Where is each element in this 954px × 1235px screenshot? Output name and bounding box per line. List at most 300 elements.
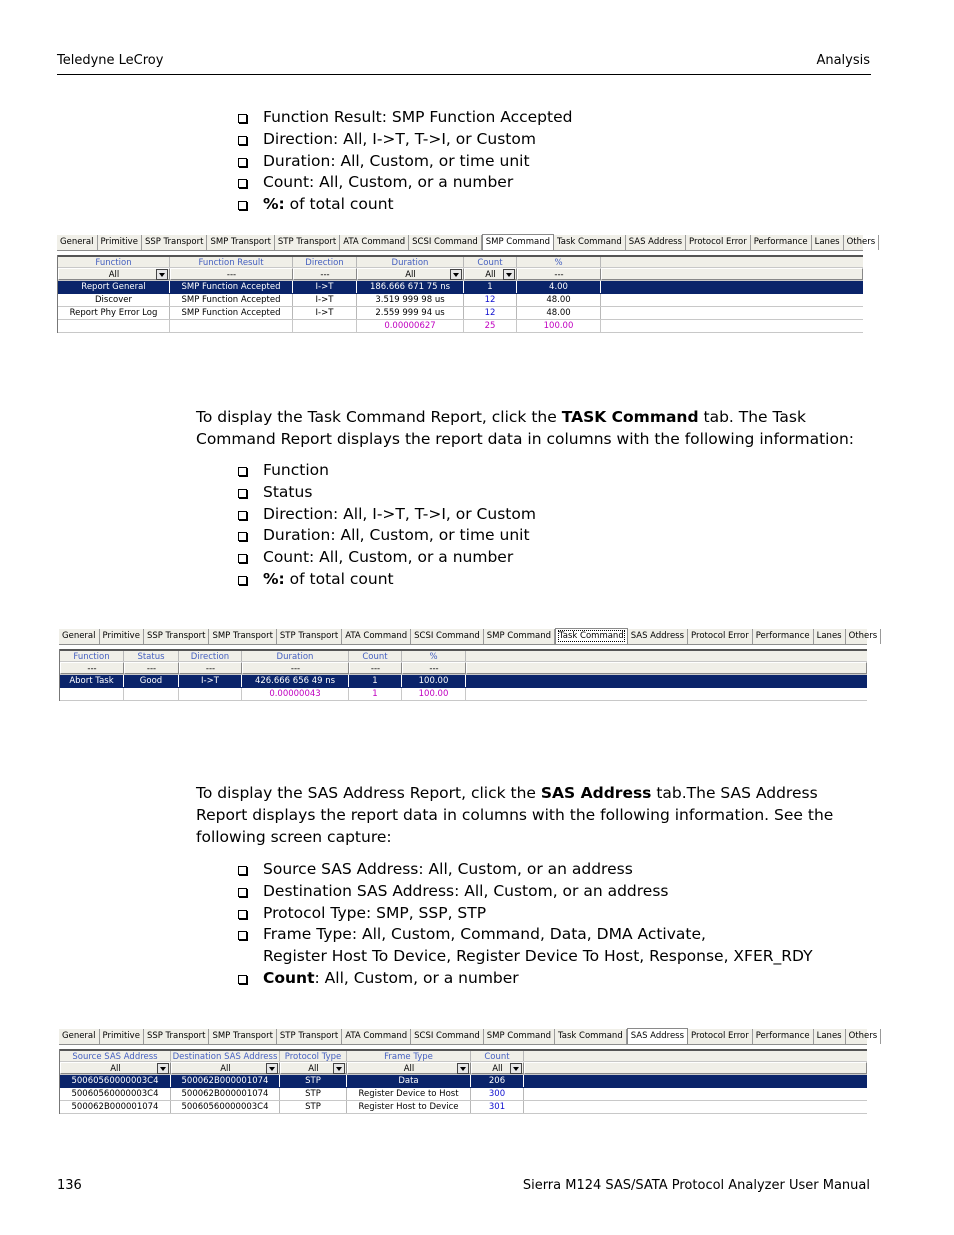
empty-cell xyxy=(524,1062,867,1074)
bullet-text xyxy=(263,482,312,504)
cell-text: --- xyxy=(370,664,381,674)
tab-label: STP Transport xyxy=(277,237,337,247)
protocol-type-cell xyxy=(280,1062,347,1074)
tab-ata-command[interactable] xyxy=(342,629,411,644)
cell-text: 500062B000001074 xyxy=(181,1089,269,1099)
bullet-body: Count: All, Custom, or a number xyxy=(263,548,514,567)
totals-row[interactable] xyxy=(58,320,863,333)
direction-cell xyxy=(179,675,242,687)
tab-label: Task Command xyxy=(557,1031,623,1041)
tab-label: SMP Command xyxy=(486,1031,551,1041)
header-rule xyxy=(57,74,871,75)
column-header-row xyxy=(60,1049,867,1062)
frame-type-cell xyxy=(347,1062,471,1074)
cell-text: I->T xyxy=(315,282,334,292)
bullet-item xyxy=(237,194,572,216)
filter-row[interactable] xyxy=(58,268,863,281)
cell-text: Status xyxy=(137,652,165,662)
cell-text: 48.00 xyxy=(546,295,571,305)
tab-smp-command[interactable] xyxy=(484,1029,555,1044)
tab-general[interactable] xyxy=(59,629,100,644)
bullet-item xyxy=(237,151,572,173)
table-row[interactable] xyxy=(60,1101,867,1114)
cell-text: Count xyxy=(484,1052,510,1062)
checkbox-bullet-icon xyxy=(237,129,263,151)
bullet-item xyxy=(237,859,813,881)
tab-label: Protocol Error xyxy=(689,237,747,247)
bullet-text xyxy=(263,881,668,903)
cell-text: 300 xyxy=(488,1089,506,1099)
bullet-body: Destination SAS Address: All, Custom, or an address xyxy=(263,881,669,900)
bullet-text xyxy=(263,129,536,151)
tab-label: Performance xyxy=(753,237,808,247)
function-cell xyxy=(58,268,170,280)
frame-type-cell xyxy=(347,1051,471,1061)
checkbox-bullet-icon xyxy=(237,881,263,903)
duration-cell xyxy=(357,307,464,319)
empty-cell xyxy=(524,1075,867,1087)
tab-lanes[interactable] xyxy=(814,1029,846,1044)
bullet-item xyxy=(237,129,572,151)
tab-protocol-error[interactable] xyxy=(686,235,751,250)
task-command-paragraph: To display the Task Command Report, click the TASK Command tab. The Task Command Report displays the report data in columns with the following information: xyxy=(196,408,854,448)
bullet-bold-term: Count xyxy=(263,968,315,987)
tab-label: SCSI Command xyxy=(414,631,480,641)
tab-label: Primitive xyxy=(102,1031,140,1041)
smp-report-grid xyxy=(57,255,863,333)
checkbox-bullet-icon xyxy=(237,194,263,216)
empty-cell xyxy=(601,268,863,280)
direction-cell xyxy=(293,268,357,280)
cell-text: Data xyxy=(398,1076,419,1086)
bullet-body: Status xyxy=(263,482,313,501)
cell-text: 1 xyxy=(372,689,378,699)
task-bullet-list xyxy=(237,460,536,591)
table-row[interactable] xyxy=(60,675,867,688)
cell-text: Direction xyxy=(190,652,230,662)
percent-cell xyxy=(517,307,601,319)
tab-label: General xyxy=(60,237,94,247)
cell-text: 4.00 xyxy=(549,282,568,292)
table-row[interactable] xyxy=(58,307,863,320)
frame-type-cell xyxy=(347,1075,471,1087)
direction-cell xyxy=(293,307,357,319)
tab-label: Performance xyxy=(755,631,810,641)
filter-row[interactable] xyxy=(60,1062,867,1075)
tab-label: Protocol Error xyxy=(691,631,749,641)
duration-cell xyxy=(357,294,464,306)
cell-text: All xyxy=(108,270,120,280)
bullet-text xyxy=(263,525,530,547)
tab-label: Protocol Error xyxy=(691,1031,749,1041)
cell-text: I->T xyxy=(315,308,334,318)
tab-task-command[interactable] xyxy=(555,628,628,644)
tab-label: Performance xyxy=(755,1031,810,1041)
destination-sas-address-cell xyxy=(171,1075,280,1087)
bullet-item xyxy=(237,482,536,504)
table-row[interactable] xyxy=(58,281,863,294)
tab-sas-address[interactable] xyxy=(628,629,688,644)
duration-cell xyxy=(357,268,464,280)
tab-others[interactable] xyxy=(846,1029,882,1044)
count-cell xyxy=(471,1051,524,1061)
cell-text: Abort Task xyxy=(69,676,114,686)
bullet-text xyxy=(263,946,813,968)
function-result-cell xyxy=(170,268,293,280)
tab-label: SAS Address xyxy=(630,1031,685,1041)
count-cell xyxy=(349,662,402,674)
tab-label: ATA Command xyxy=(345,1031,408,1041)
count-cell xyxy=(349,688,402,700)
tab-lanes[interactable] xyxy=(814,629,846,644)
table-row[interactable] xyxy=(60,1075,867,1088)
bullet-bold-term: %: xyxy=(263,195,285,214)
duration-cell xyxy=(242,651,349,661)
tab-label: Task Command xyxy=(556,237,622,247)
cell-text: I->T xyxy=(201,676,219,686)
filter-row[interactable] xyxy=(60,662,867,675)
checkbox-bullet-icon xyxy=(237,504,263,526)
smp-bullet-list xyxy=(237,107,572,216)
protocol-type-cell xyxy=(280,1075,347,1087)
checkbox-bullet-icon xyxy=(237,482,263,504)
bullet-body: Direction: All, I->T, T->I, or Custom xyxy=(263,129,536,148)
tab-label: SSP Transport xyxy=(146,1031,206,1041)
duration-cell xyxy=(242,688,349,700)
bullet-body: Source SAS Address: All, Custom, or an address xyxy=(263,860,633,878)
checkbox-bullet-icon xyxy=(237,151,263,173)
tab-ssp-transport[interactable] xyxy=(144,629,210,644)
bullet-body: Count: All, Custom, or a number xyxy=(263,173,514,192)
checkbox-bullet-icon xyxy=(237,525,263,547)
protocol-type-cell xyxy=(280,1088,347,1100)
tab-label: Others xyxy=(848,631,878,641)
bullet-text xyxy=(263,460,329,482)
function-cell xyxy=(60,651,124,661)
bullet-text xyxy=(263,194,394,216)
cell-text: --- xyxy=(146,664,157,674)
cell-text: 0.00000043 xyxy=(269,689,321,699)
cell-text: Discover xyxy=(95,295,132,305)
cell-text: 100.00 xyxy=(418,689,449,699)
status-cell xyxy=(124,688,179,700)
status-cell xyxy=(124,662,179,674)
empty-cell xyxy=(601,294,863,306)
count-cell xyxy=(464,281,517,293)
bullet-body: Duration: All, Custom, or time unit xyxy=(263,526,530,545)
tab-label: General xyxy=(62,631,96,641)
tab-smp-command[interactable] xyxy=(482,234,554,250)
empty-cell xyxy=(466,651,867,661)
tab-stp-transport[interactable] xyxy=(275,235,340,250)
cell-text: Destination SAS Address xyxy=(172,1052,278,1062)
cell-text: 1 xyxy=(487,282,493,292)
sas-address-paragraph: To display the SAS Address Report, click the SAS Address tab.The SAS Address Report displays the report data in columns with the following information. See the following screen capture: xyxy=(196,784,834,846)
footer-title: Sierra M124 SAS/SATA Protocol Analyzer User Manual xyxy=(522,1178,870,1193)
count-cell xyxy=(471,1062,524,1074)
checkbox-bullet-icon xyxy=(237,107,263,129)
tab-label: Others xyxy=(848,1031,878,1041)
cell-text: 50060560000003C4 xyxy=(71,1076,159,1086)
tab-label: SMP Transport xyxy=(212,1031,273,1041)
page-header-left: Teledyne LeCroy xyxy=(57,53,164,68)
cell-text: Register Device to Host xyxy=(358,1089,459,1099)
tab-general[interactable] xyxy=(57,235,98,250)
bullet-item xyxy=(237,569,536,591)
status-cell xyxy=(124,675,179,687)
percent-cell xyxy=(517,294,601,306)
percent-cell xyxy=(402,651,466,661)
tab-protocol-error[interactable] xyxy=(688,1029,753,1044)
tab-scsi-command[interactable] xyxy=(411,629,484,644)
bullet-item xyxy=(237,903,813,925)
status-cell xyxy=(124,651,179,661)
bullet-item xyxy=(237,107,572,129)
tab-sas-address[interactable] xyxy=(626,235,686,250)
tab-others[interactable] xyxy=(844,235,880,250)
tab-others[interactable] xyxy=(846,629,882,644)
page-number: 136 xyxy=(57,1178,82,1193)
checkbox-bullet-icon xyxy=(237,903,263,925)
tab-label: STP Transport xyxy=(279,631,339,641)
cell-text: % xyxy=(429,652,438,662)
bullet-body: of total count xyxy=(284,569,394,588)
cell-text: All xyxy=(492,1064,503,1074)
cell-text: 50060560000003C4 xyxy=(71,1089,159,1099)
bullet-item xyxy=(237,547,536,569)
tab-task-command[interactable] xyxy=(555,1029,627,1044)
source-sas-address-cell xyxy=(60,1062,171,1074)
cell-text: Function xyxy=(73,652,110,662)
tab-primitive[interactable] xyxy=(98,235,142,250)
tab-label: Primitive xyxy=(102,631,140,641)
page-header-right: Analysis xyxy=(816,53,870,68)
duration-cell xyxy=(357,320,464,332)
bullet-text xyxy=(263,924,706,946)
percent-cell xyxy=(517,268,601,280)
bullet-item xyxy=(237,968,813,990)
table-row[interactable] xyxy=(58,294,863,307)
tab-label: SCSI Command xyxy=(412,237,478,247)
tab-smp-transport[interactable] xyxy=(209,629,276,644)
cell-text: 1 xyxy=(372,676,378,686)
function-result-cell xyxy=(170,294,293,306)
count-cell xyxy=(464,320,517,332)
dropdown-arrow-icon[interactable] xyxy=(333,1063,345,1074)
tab-ssp-transport[interactable] xyxy=(142,235,208,250)
destination-sas-address-cell xyxy=(171,1088,280,1100)
cell-text: Register Host to Device xyxy=(358,1102,459,1112)
cell-text: --- xyxy=(429,664,439,674)
tab-protocol-error[interactable] xyxy=(688,629,753,644)
tab-smp-command[interactable] xyxy=(484,629,555,644)
duration-cell xyxy=(357,257,464,267)
cell-text: SMP Function Accepted xyxy=(181,282,281,292)
destination-sas-address-cell xyxy=(171,1062,280,1074)
tab-ata-command[interactable] xyxy=(340,235,409,250)
source-sas-address-cell xyxy=(60,1101,171,1113)
cell-text: 500062B000001074 xyxy=(71,1102,159,1112)
sas-report-grid xyxy=(59,1049,867,1114)
bullet-body: of total count xyxy=(284,195,394,214)
tab-label: Primitive xyxy=(100,237,138,247)
cell-text: 301 xyxy=(488,1102,506,1112)
bullet-body: Direction: All, I->T, T->I, or Custom xyxy=(263,504,536,523)
percent-cell xyxy=(402,688,466,700)
tab-lanes[interactable] xyxy=(812,235,844,250)
count-cell xyxy=(464,257,517,267)
bullet-text xyxy=(263,547,513,569)
bullet-item xyxy=(237,525,536,547)
cell-text: 12 xyxy=(484,308,496,318)
cell-text: Direction xyxy=(305,258,344,268)
direction-cell xyxy=(293,281,357,293)
bullet-item xyxy=(237,504,536,526)
tab-label: STP Transport xyxy=(279,1031,339,1041)
cell-text: STP xyxy=(305,1089,321,1099)
bullet-text xyxy=(263,903,486,925)
tab-primitive[interactable] xyxy=(100,629,144,644)
function-result-cell xyxy=(170,320,293,332)
tab-general[interactable] xyxy=(59,1029,100,1044)
tab-label: ATA Command xyxy=(343,237,406,247)
dropdown-arrow-icon[interactable] xyxy=(503,269,515,280)
function-cell xyxy=(58,320,170,332)
cell-text: SMP Function Accepted xyxy=(181,308,281,318)
tab-ata-command[interactable] xyxy=(342,1029,411,1044)
tab-stp-transport[interactable] xyxy=(277,629,342,644)
function-cell xyxy=(60,662,124,674)
cell-text: --- xyxy=(290,664,301,674)
sas-address-report-screenshot xyxy=(59,1029,878,1121)
cell-text: --- xyxy=(320,270,330,280)
dropdown-arrow-icon[interactable] xyxy=(457,1063,469,1074)
direction-cell xyxy=(179,651,242,661)
count-cell xyxy=(464,307,517,319)
tab-label: General xyxy=(62,1031,96,1041)
tab-primitive[interactable] xyxy=(100,1029,144,1044)
cell-text: 48.00 xyxy=(546,308,571,318)
direction-cell xyxy=(293,257,357,267)
cell-text: 206 xyxy=(488,1076,506,1086)
tab-label: SSP Transport xyxy=(144,237,204,247)
bullet-body: Register Host To Device, Register Device To Host, Response, XFER_RDY xyxy=(263,947,813,966)
empty-cell xyxy=(466,675,867,687)
cell-text: 100.00 xyxy=(418,676,449,686)
function-cell xyxy=(58,281,170,293)
dropdown-arrow-icon[interactable] xyxy=(156,269,168,280)
tab-scsi-command[interactable] xyxy=(409,235,482,250)
checkbox-bullet-icon xyxy=(237,924,263,946)
tab-label: Lanes xyxy=(816,1031,842,1041)
bullet-body: Duration: All, Custom, or time unit xyxy=(263,151,530,170)
cell-text: SMP Function Accepted xyxy=(181,295,281,305)
bullet-text xyxy=(263,151,530,173)
table-row[interactable] xyxy=(60,1088,867,1101)
bullet-item xyxy=(237,881,813,903)
percent-cell xyxy=(517,257,601,267)
cell-text: 186.666 671 75 ns xyxy=(369,282,451,292)
cell-text: STP xyxy=(305,1076,321,1086)
bullet-body: Function Result: SMP Function Accepted xyxy=(263,108,573,126)
cell-text: Report General xyxy=(81,282,146,292)
function-result-cell xyxy=(170,307,293,319)
frame-type-cell xyxy=(347,1101,471,1113)
tab-label: SMP Transport xyxy=(212,631,273,641)
tab-stp-transport[interactable] xyxy=(277,1029,342,1044)
tab-smp-transport[interactable] xyxy=(209,1029,276,1044)
cell-text: --- xyxy=(205,664,216,674)
bullet-bold-term: %: xyxy=(263,569,285,588)
tab-sas-address[interactable] xyxy=(627,1028,688,1044)
empty-cell xyxy=(601,307,863,319)
cell-text: All xyxy=(403,1064,415,1074)
tab-performance[interactable] xyxy=(753,629,814,644)
frame-type-cell xyxy=(347,1088,471,1100)
percent-cell xyxy=(402,662,466,674)
dropdown-arrow-icon[interactable] xyxy=(450,269,462,280)
tab-label: Task Command xyxy=(558,631,624,641)
checkbox-bullet-icon xyxy=(237,547,263,569)
tab-task-command[interactable] xyxy=(554,235,626,250)
tab-label: SMP Command xyxy=(485,237,550,247)
cell-text: All xyxy=(485,270,496,280)
cell-text: Good xyxy=(139,676,163,686)
dropdown-arrow-icon[interactable] xyxy=(157,1063,169,1074)
tab-performance[interactable] xyxy=(753,1029,814,1044)
dropdown-arrow-icon[interactable] xyxy=(266,1063,278,1074)
cell-text: 500062B000001074 xyxy=(181,1076,269,1086)
function-cell xyxy=(60,675,124,687)
direction-cell xyxy=(293,294,357,306)
cell-text: Source SAS Address xyxy=(72,1052,158,1062)
cell-text: All xyxy=(220,1064,231,1074)
bullet-text xyxy=(263,172,513,194)
protocol-type-cell xyxy=(280,1051,347,1061)
tab-label: Others xyxy=(846,237,876,247)
empty-cell xyxy=(601,257,863,267)
tab-scsi-command[interactable] xyxy=(411,1029,484,1044)
column-header-row xyxy=(60,649,867,662)
bullet-body: Protocol Type: SMP, SSP, STP xyxy=(263,903,487,922)
source-sas-address-cell xyxy=(60,1075,171,1087)
report-tab-bar xyxy=(59,1029,878,1045)
protocol-type-cell xyxy=(280,1101,347,1113)
tab-label: SSP Transport xyxy=(146,631,206,641)
cell-text: 25 xyxy=(484,321,496,331)
checkbox-bullet-icon xyxy=(237,968,263,990)
percent-cell xyxy=(402,675,466,687)
dropdown-arrow-icon[interactable] xyxy=(510,1063,522,1074)
direction-cell xyxy=(293,320,357,332)
empty-cell xyxy=(601,281,863,293)
tab-ssp-transport[interactable] xyxy=(144,1029,210,1044)
tab-label: SMP Transport xyxy=(210,237,271,247)
bullet-text xyxy=(263,859,633,881)
cell-text: --- xyxy=(226,270,237,280)
function-cell xyxy=(58,294,170,306)
tab-label: ATA Command xyxy=(345,631,408,641)
source-sas-address-cell xyxy=(60,1051,171,1061)
duration-cell xyxy=(357,281,464,293)
totals-row[interactable] xyxy=(60,688,867,701)
bullet-text xyxy=(263,569,394,591)
empty-cell xyxy=(601,320,863,332)
tab-smp-transport[interactable] xyxy=(207,235,274,250)
cell-text: I->T xyxy=(315,295,334,305)
cell-text: --- xyxy=(87,664,97,674)
tab-performance[interactable] xyxy=(751,235,812,250)
